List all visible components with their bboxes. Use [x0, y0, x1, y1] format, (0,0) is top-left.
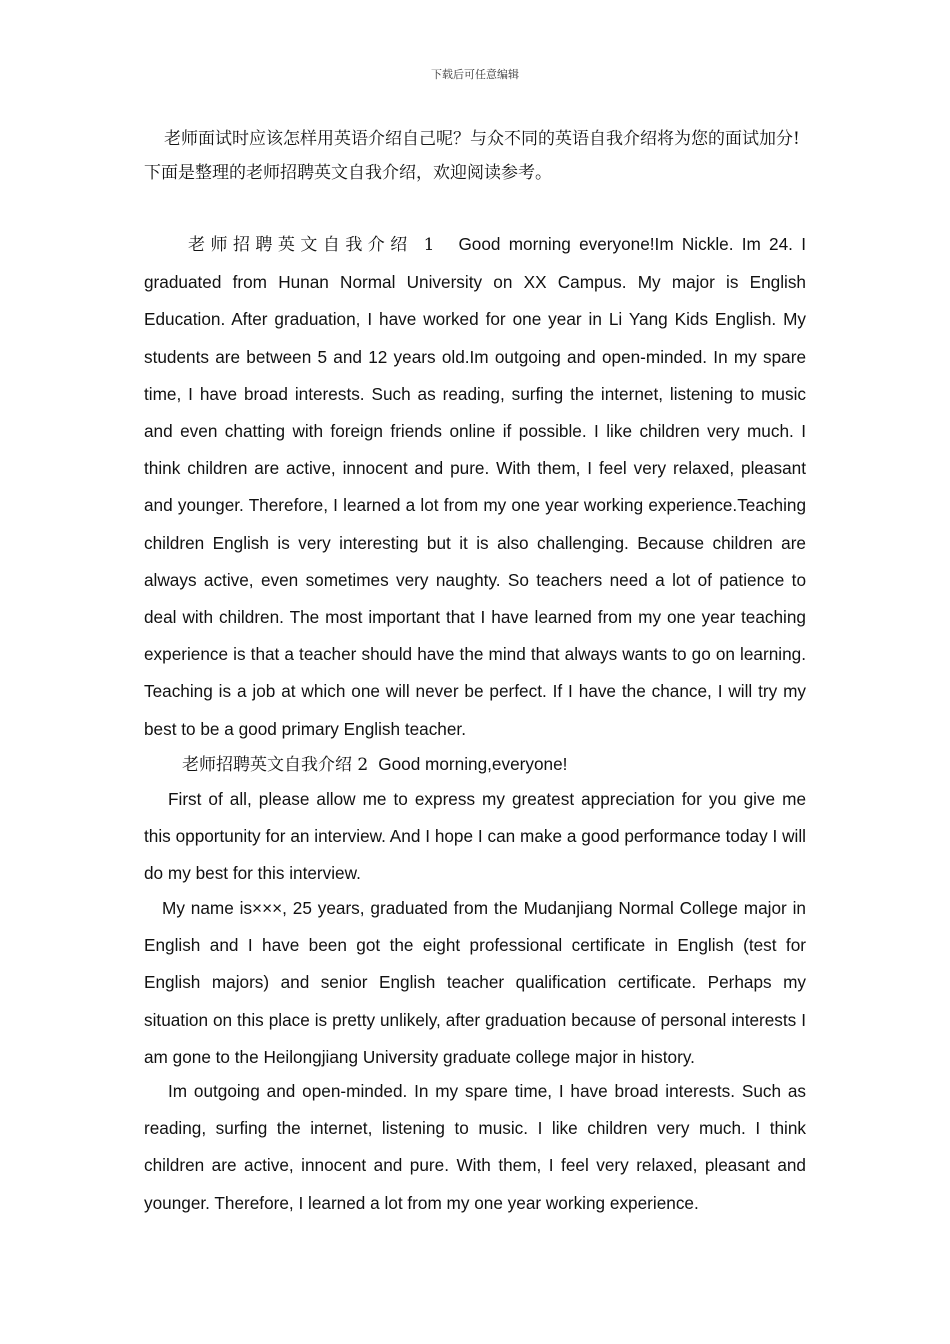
section2-paragraph-3: Im outgoing and open-minded. In my spare time, I have broad interests. Such as reading, surfing the internet, listening to music. I like children very much. I think children are active, innocent and pure. With them, I feel very relaxed, pleasant and younger. Therefore, I learned a lot from my one year working experience. — [144, 1081, 806, 1213]
section2-heading: 老师招聘英文自我介绍 2 — [182, 755, 369, 775]
section2-paragraph-1: First of all, please allow me to express my greatest appreciation for you give me this opportunity for an interview. And I hope I can make a good performance today I will do my best for this interview. — [144, 789, 806, 884]
section2-heading-line — [182, 746, 806, 783]
page-header: 下载后可任意编辑 — [431, 68, 519, 81]
section1-paragraph — [144, 226, 806, 748]
section1-text: Good morning everyone!Im Nickle. Im 24. I graduated from Hunan Normal University on XX Campus. My major is English Education. After graduation, I have worked for one year in Li Yang Kids English. My students are between 5 and 12 years old.Im outgoing and open-minded. In my spare time, I have broad interests. Such as reading, surfing the internet, listening to music and even chatting with foreign friends online if possible. I like children very much. I think children are active, innocent and pure. With them, I feel very relaxed, pleasant and younger. Therefore, I learned a lot from my one year working experience.Teaching children English is very interesting but it is also challenging. Because children are always active, even sometimes very naughty. So teachers need a lot of patience to deal with children. The most important that I have learned from my one year teaching experience is that a teacher should have the mind that always wants to go on learning. Teaching is a job at which one will never be perfect. If I have the chance, I will try my best to be a good primary English teacher. — [144, 234, 806, 739]
section2-greeting: Good morning,everyone! — [378, 754, 568, 774]
intro-paragraph: 老师面试时应该怎样用英语介绍自己呢？与众不同的英语自我介绍将为您的面试加分!下面是整理的老师招聘英文自我介绍，欢迎阅读参考。 — [144, 129, 800, 183]
section1-heading: 老师招聘英文自我介绍 1 — [188, 235, 437, 255]
section2-paragraph-2: My name is×××, 25 years, graduated from the Mudanjiang Normal College major in English and I have been got the eight professional certificate in English (test for English majors) and senior English teacher qualification certificate. Perhaps my situation on this place is pretty unlikely, after graduation because of personal interests I am gone to the Heilongjiang University graduate college major in history. — [144, 898, 806, 1067]
